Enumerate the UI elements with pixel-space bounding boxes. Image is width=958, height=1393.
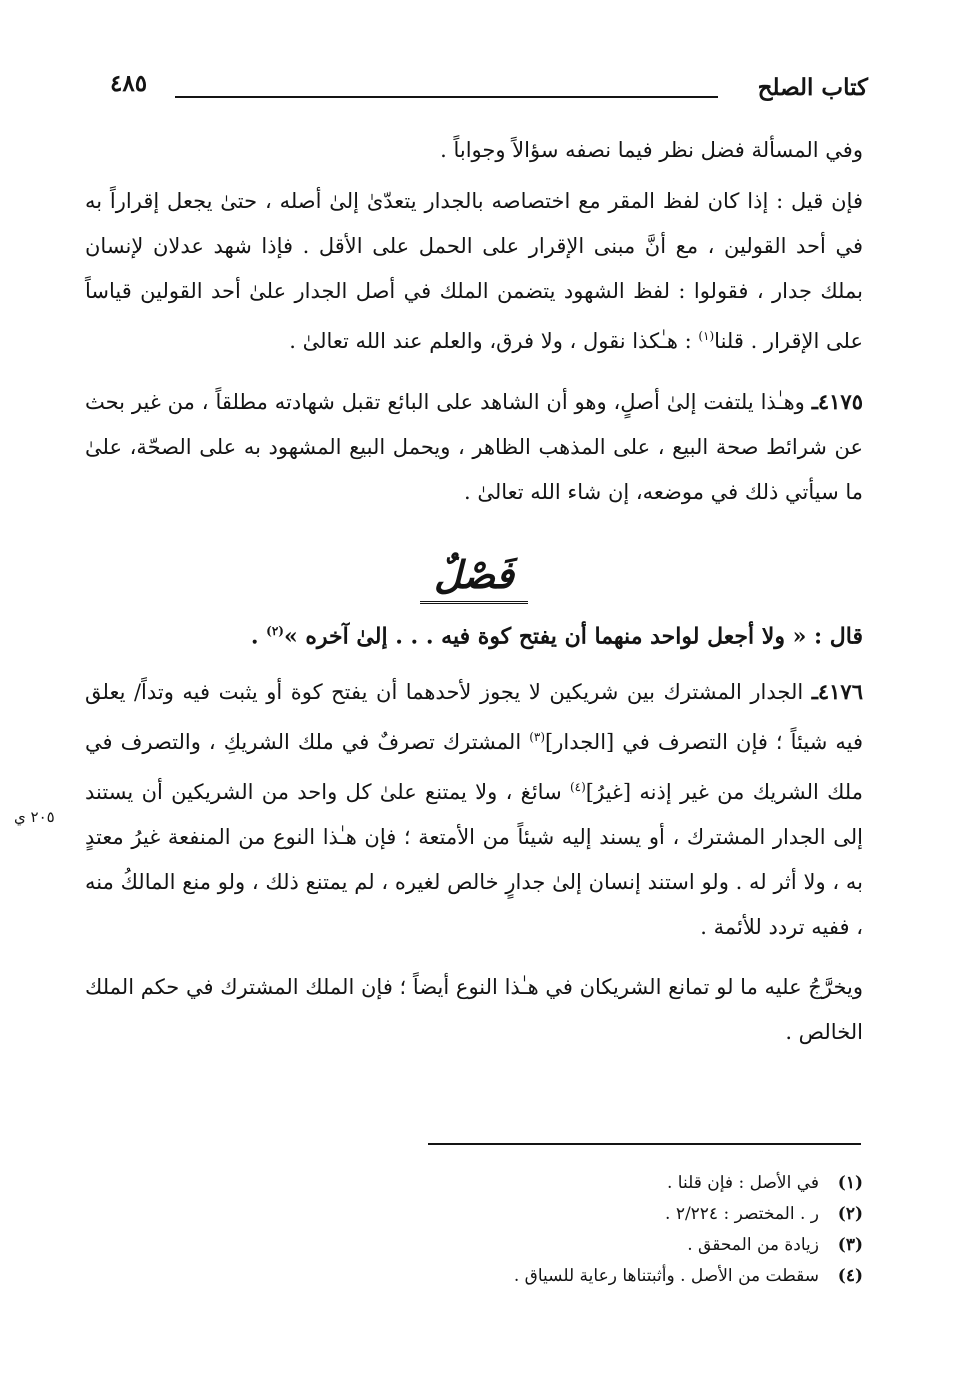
footnote-number: (١)	[837, 1173, 863, 1193]
chapter-title: كتاب الصلح	[757, 74, 868, 101]
footnote-separator	[428, 1143, 861, 1145]
paragraph-text: سائغ ، ولا يمتنع علىٰ كل واحد من الشريكين أن يستند إلى الجدار المشترك ، أو يسند إليه شيئاً من الأمتعة ؛ فإن هـٰذا النوع من المنفعة غيرُ معتدٍ به ، ولا أثر له . ولو استند إنسان إلىٰ جدارٍ خالص لغيره ، لم يمتنع ذلك ، ولو منع المالكُ منه ، ففيه تردد للأئمة .	[85, 780, 863, 940]
header-rule	[175, 96, 718, 98]
qala-heading	[85, 608, 863, 659]
footnote-text: ر . المختصر : ٢/٢٢٤ .	[665, 1204, 819, 1224]
numbered-paragraph	[85, 669, 863, 950]
footnote-text: سقطت من الأصل . وأثبتناها رعاية للسياق .	[513, 1266, 819, 1286]
footnote-ref: (١)	[698, 329, 715, 343]
footnote-number: (٤)	[837, 1266, 863, 1286]
section-ornament: فَصْلٌ	[420, 549, 528, 604]
paragraph: وفي المسألة فضل نظر فيما نصفه سؤالاً وجواباً .	[440, 138, 863, 162]
paragraph-number: ٤١٧٦ـ	[811, 679, 863, 705]
numbered-paragraph	[85, 379, 863, 515]
footnote	[85, 1168, 863, 1199]
paragraph-number: ٤١٧٥ـ	[811, 389, 863, 414]
footnote	[85, 1261, 863, 1292]
footnote-ref: (٢)	[266, 624, 284, 638]
page-header	[80, 68, 868, 112]
paragraph-text: فإن قيل : إذا كان لفظ المقر مع اختصاصه بالجدار يتعدّىٰ إلىٰ أصله ، حتىٰ يجعل إقراراً به في أحد القولين ، مع أنَّ مبنى الإقرار على الحمل على الأقل . فإذا شهد عدلان لإنسان بملك جدار ، فقولوا : لفظ الشهود يتضمن الملك في أصل الجدار علىٰ أحد القولين قياساً على الإقرار . قلنا	[85, 189, 863, 353]
footnotes	[85, 1168, 863, 1292]
footnote-number: (٢)	[837, 1204, 863, 1224]
footnote-ref: (٤)	[569, 780, 586, 795]
paragraph: ويخرَّجُ عليه ما لو تمانع الشريكان في هـٰذا النوع أيضاً ؛ فإن الملك المشترك في حكم الملك الخالص .	[85, 975, 863, 1045]
paragraph-text: المشترك تصرفٌ في ملك الشريكِ ، والتصرف في ملك الشريك من غير إذنه [غيرُ]	[85, 730, 863, 805]
footnote	[85, 1230, 863, 1261]
page-number: ٤٨٥	[110, 70, 148, 97]
footnote-text: زيادة من المحقق .	[687, 1235, 819, 1255]
main-text	[85, 128, 863, 1070]
margin-note: ٢٠٥ ي	[14, 808, 55, 826]
paragraph: فإن قيل : إذا كان لفظ المقر مع اختصاصه بالجدار يتعدّىٰ إلىٰ أصله ، حتىٰ يجعل إقراراً به في أحد القولين ، مع أنَّ مبنى الإقرار على الحمل على الأقل . فإذا شهد عدلان لإنسان بملك جدار ، فقولوا : لفظ الشهود يتضمن الملك في أصل الجدار علىٰ أحد القولين قياساً على الإقرار . قلنا$^{(١)}$ : هـٰكذا نقول ، ولا فرق، والعلم عند الله تعالىٰ .	[85, 189, 863, 353]
qala-end: .	[250, 623, 267, 650]
paragraph-text: وهـٰذا يلتفت إلىٰ أصلٍ، وهو أن الشاهد على البائع تقبل شهادته مطلقاً ، من غير بحث عن شرائط صحة البيع ، على المذهب الظاهر ، ويحمل البيع المشهود به على الصحّة، علىٰ ما سيأتي ذلك في موضعه، إن شاء الله تعالىٰ .	[85, 390, 863, 504]
footnote	[85, 1199, 863, 1230]
paragraph-text: هـٰكذا نقول ، ولا فرق، والعلم عند الله تعالىٰ .	[289, 329, 678, 353]
footnote-text: في الأصل : فإن قلنا .	[666, 1173, 819, 1193]
footnote-ref: (٣)	[529, 730, 546, 745]
section-heading	[85, 549, 863, 604]
paragraph-text: الجدار المشترك بين شريكين لا يجوز لأحدهما أن يفتح كوة أو يثبت فيه وتداً/ يعلق فيه شيئاً ؛ فإن التصرف في [الجدار]	[85, 680, 863, 755]
footnote-number: (٣)	[837, 1235, 863, 1255]
qala-text: قال : « ولا أجعل لواحد منهما أن يفتح كوة فيه . . . إلىٰ آخره »	[283, 623, 863, 650]
